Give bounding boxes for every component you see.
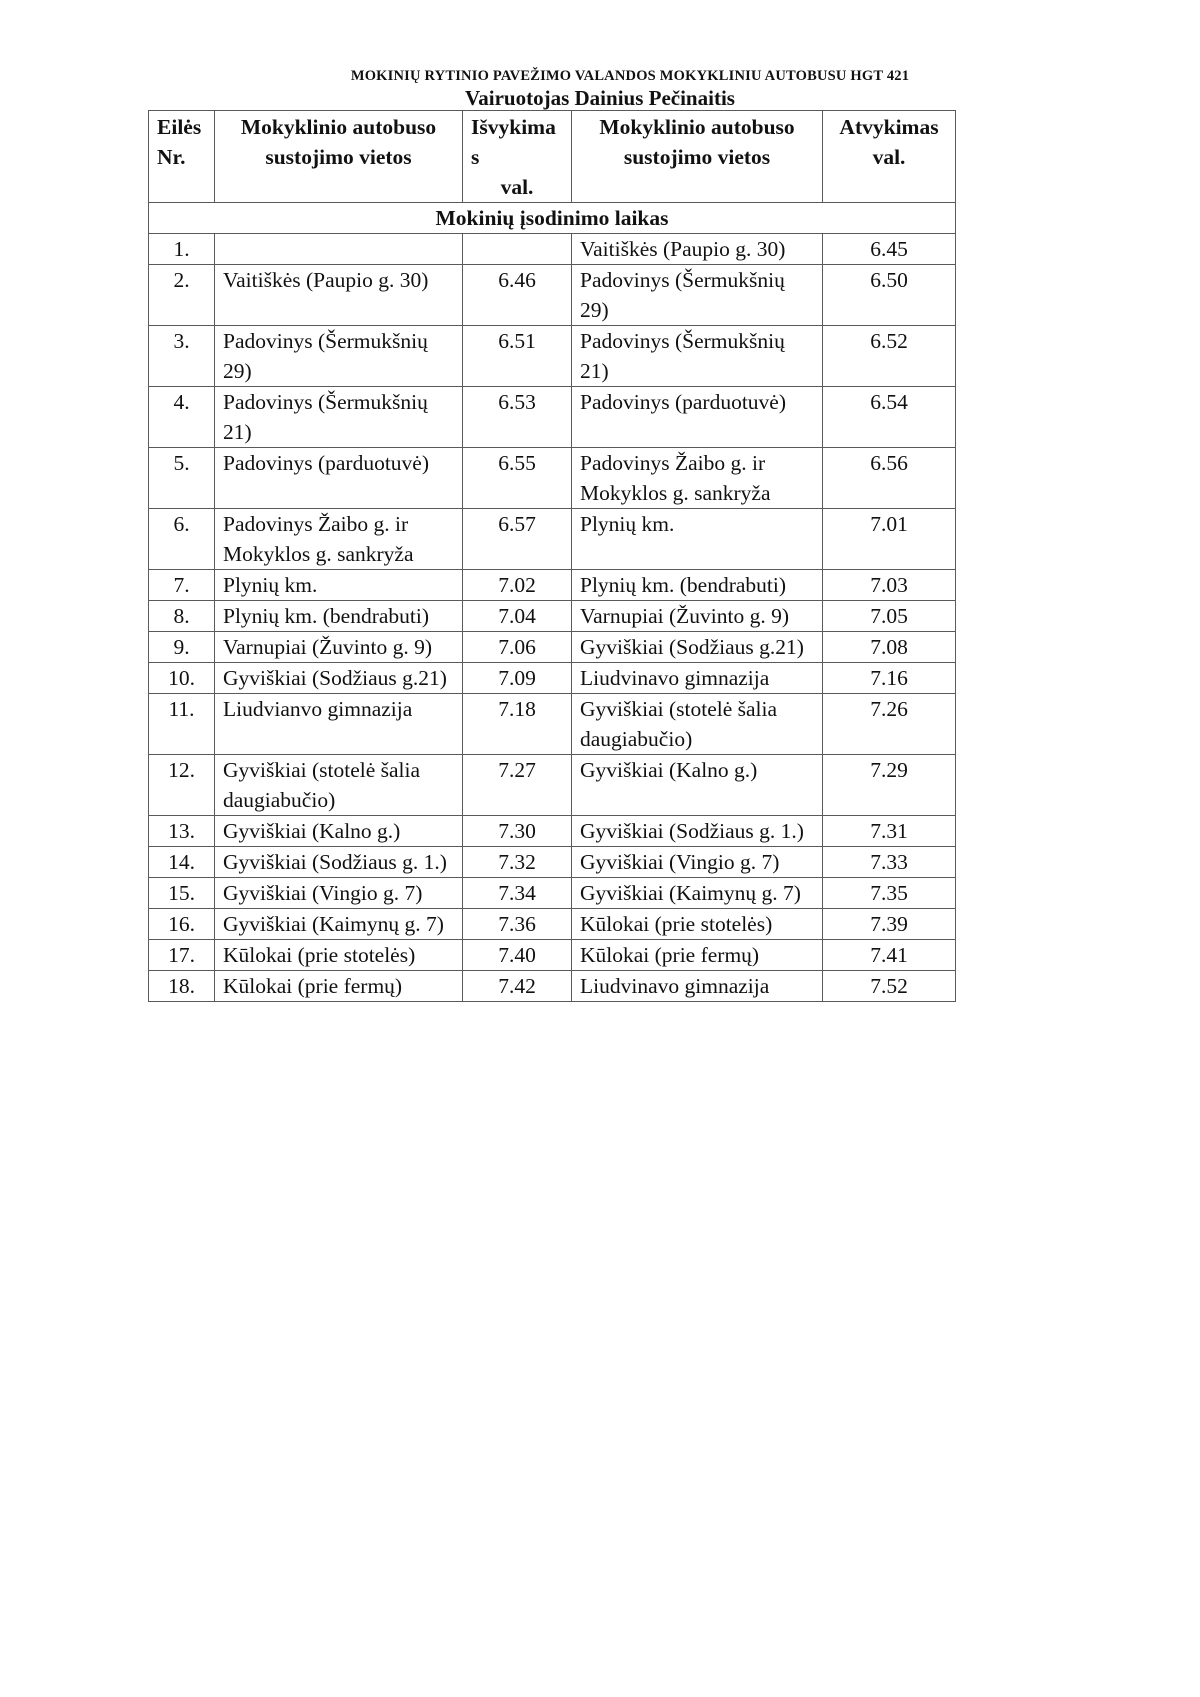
- departure-stop: Kūlokai (prie fermų): [215, 971, 463, 1002]
- arrival-stop: Kūlokai (prie fermų): [572, 940, 823, 971]
- row-number: 18.: [149, 971, 215, 1002]
- departure-stop: Gyviškiai (Kalno g.): [215, 816, 463, 847]
- section-title: Mokinių įsodinimo laikas: [149, 203, 956, 234]
- arrival-time: 7.01: [823, 509, 956, 570]
- arrival-time: 6.52: [823, 326, 956, 387]
- row-number: 16.: [149, 909, 215, 940]
- header-arrival-line2: val.: [872, 145, 906, 169]
- row-number: 6.: [149, 509, 215, 570]
- arrival-stop: Padovinys (Šermukšnių 21): [572, 326, 823, 387]
- header-arrival-stop: [572, 111, 823, 203]
- header-departure-line3: val.: [500, 175, 534, 199]
- departure-stop: Padovinys (Šermukšnių 21): [215, 387, 463, 448]
- header-nr-line2: Nr.: [157, 145, 186, 169]
- arrival-stop: Gyviškiai (Sodžiaus g.21): [572, 632, 823, 663]
- row-number: 4.: [149, 387, 215, 448]
- arrival-time: 7.16: [823, 663, 956, 694]
- departure-stop: Vaitiškės (Paupio g. 30): [215, 265, 463, 326]
- arrival-stop: Padovinys (parduotuvė): [572, 387, 823, 448]
- table-row: [149, 909, 956, 940]
- arrival-stop: Plynių km.: [572, 509, 823, 570]
- arrival-time: 7.26: [823, 694, 956, 755]
- arrival-stop: Vaitiškės (Paupio g. 30): [572, 234, 823, 265]
- arrival-stop: Kūlokai (prie stotelės): [572, 909, 823, 940]
- table-row: [149, 755, 956, 816]
- table-row: [149, 326, 956, 387]
- departure-stop: Gyviškiai (Sodžiaus g.21): [215, 663, 463, 694]
- row-number: 10.: [149, 663, 215, 694]
- departure-time: 7.36: [463, 909, 572, 940]
- departure-time: 7.34: [463, 878, 572, 909]
- header-departure-line1: Išvykima: [471, 115, 556, 139]
- arrival-time: 6.45: [823, 234, 956, 265]
- table-row: [149, 509, 956, 570]
- arrival-stop: Padovinys (Šermukšnių 29): [572, 265, 823, 326]
- departure-stop: Liudvianvo gimnazija: [215, 694, 463, 755]
- table-row: [149, 816, 956, 847]
- arrival-time: 6.54: [823, 387, 956, 448]
- arrival-stop: Liudvinavo gimnazija: [572, 971, 823, 1002]
- row-number: 5.: [149, 448, 215, 509]
- departure-time: 7.27: [463, 755, 572, 816]
- departure-stop: Plynių km. (bendrabuti): [215, 601, 463, 632]
- header-stop1-line2: sustojimo vietos: [265, 145, 412, 169]
- table-row: [149, 971, 956, 1002]
- row-number: 3.: [149, 326, 215, 387]
- arrival-stop: Varnupiai (Žuvinto g. 9): [572, 601, 823, 632]
- arrival-stop: Gyviškiai (Kalno g.): [572, 755, 823, 816]
- table-row: [149, 694, 956, 755]
- arrival-time: 6.50: [823, 265, 956, 326]
- arrival-stop: Gyviškiai (Vingio g. 7): [572, 847, 823, 878]
- table-row: [149, 570, 956, 601]
- arrival-time: 7.39: [823, 909, 956, 940]
- departure-time: 7.42: [463, 971, 572, 1002]
- table-row: [149, 847, 956, 878]
- departure-stop: Varnupiai (Žuvinto g. 9): [215, 632, 463, 663]
- schedule-table: [148, 110, 956, 1002]
- table-row: [149, 234, 956, 265]
- table-row: [149, 265, 956, 326]
- header-row: [149, 111, 956, 203]
- header-stop2-line2: sustojimo vietos: [623, 145, 771, 169]
- row-number: 7.: [149, 570, 215, 601]
- departure-time: 7.30: [463, 816, 572, 847]
- arrival-stop: Liudvinavo gimnazija: [572, 663, 823, 694]
- departure-stop: Gyviškiai (stotelė šalia daugiabučio): [215, 755, 463, 816]
- section-row: [149, 203, 956, 234]
- departure-stop: Padovinys (parduotuvė): [215, 448, 463, 509]
- row-number: 9.: [149, 632, 215, 663]
- arrival-stop: Plynių km. (bendrabuti): [572, 570, 823, 601]
- departure-stop: [215, 234, 463, 265]
- header-nr-line1: Eilės: [157, 115, 202, 139]
- departure-stop: Gyviškiai (Kaimynų g. 7): [215, 909, 463, 940]
- row-number: 12.: [149, 755, 215, 816]
- departure-stop: Padovinys (Šermukšnių 29): [215, 326, 463, 387]
- arrival-time: 7.08: [823, 632, 956, 663]
- table-row: [149, 878, 956, 909]
- arrival-stop: Gyviškiai (stotelė šalia daugiabučio): [572, 694, 823, 755]
- arrival-stop: Gyviškiai (Kaimynų g. 7): [572, 878, 823, 909]
- row-number: 15.: [149, 878, 215, 909]
- departure-stop: Gyviškiai (Vingio g. 7): [215, 878, 463, 909]
- departure-time: 7.02: [463, 570, 572, 601]
- arrival-time: 7.03: [823, 570, 956, 601]
- header-departure-stop: [215, 111, 463, 203]
- row-number: 11.: [149, 694, 215, 755]
- table-row: [149, 387, 956, 448]
- header-nr: [149, 111, 215, 203]
- header-departure-line2: s: [471, 145, 480, 169]
- table-row: [149, 448, 956, 509]
- arrival-time: 7.05: [823, 601, 956, 632]
- arrival-time: 6.56: [823, 448, 956, 509]
- arrival-stop: Padovinys Žaibo g. ir Mokyklos g. sankryža: [572, 448, 823, 509]
- departure-time: 6.46: [463, 265, 572, 326]
- departure-time: 7.04: [463, 601, 572, 632]
- departure-stop: Gyviškiai (Sodžiaus g. 1.): [215, 847, 463, 878]
- departure-time: [463, 234, 572, 265]
- arrival-time: 7.52: [823, 971, 956, 1002]
- header-stop1-line1: Mokyklinio autobuso: [240, 115, 437, 139]
- departure-time: 7.40: [463, 940, 572, 971]
- row-number: 14.: [149, 847, 215, 878]
- departure-time: 7.32: [463, 847, 572, 878]
- departure-time: 7.09: [463, 663, 572, 694]
- row-number: 2.: [149, 265, 215, 326]
- departure-stop: Padovinys Žaibo g. ir Mokyklos g. sankryža: [215, 509, 463, 570]
- departure-time: 7.06: [463, 632, 572, 663]
- driver-subtitle: Vairuotojas Dainius Pečinaitis: [465, 86, 735, 110]
- departure-time: 6.57: [463, 509, 572, 570]
- header-arrival-time: [823, 111, 956, 203]
- header-arrival-line1: Atvykimas: [839, 115, 939, 139]
- departure-stop: Plynių km.: [215, 570, 463, 601]
- row-number: 8.: [149, 601, 215, 632]
- table-row: [149, 663, 956, 694]
- table-row: [149, 940, 956, 971]
- arrival-stop: Gyviškiai (Sodžiaus g. 1.): [572, 816, 823, 847]
- arrival-time: 7.41: [823, 940, 956, 971]
- row-number: 17.: [149, 940, 215, 971]
- departure-stop: Kūlokai (prie stotelės): [215, 940, 463, 971]
- arrival-time: 7.29: [823, 755, 956, 816]
- table-row: [149, 601, 956, 632]
- row-number: 13.: [149, 816, 215, 847]
- row-number: 1.: [149, 234, 215, 265]
- header-departure-time: [463, 111, 572, 203]
- header-stop2-line1: Mokyklinio autobuso: [599, 115, 795, 139]
- document-title: MOKINIŲ RYTINIO PAVEŽIMO VALANDOS MOKYKLINIU AUTOBUSU HGT 421: [350, 68, 910, 84]
- arrival-time: 7.33: [823, 847, 956, 878]
- departure-time: 6.51: [463, 326, 572, 387]
- departure-time: 7.18: [463, 694, 572, 755]
- departure-time: 6.55: [463, 448, 572, 509]
- departure-time: 6.53: [463, 387, 572, 448]
- arrival-time: 7.35: [823, 878, 956, 909]
- arrival-time: 7.31: [823, 816, 956, 847]
- table-row: [149, 632, 956, 663]
